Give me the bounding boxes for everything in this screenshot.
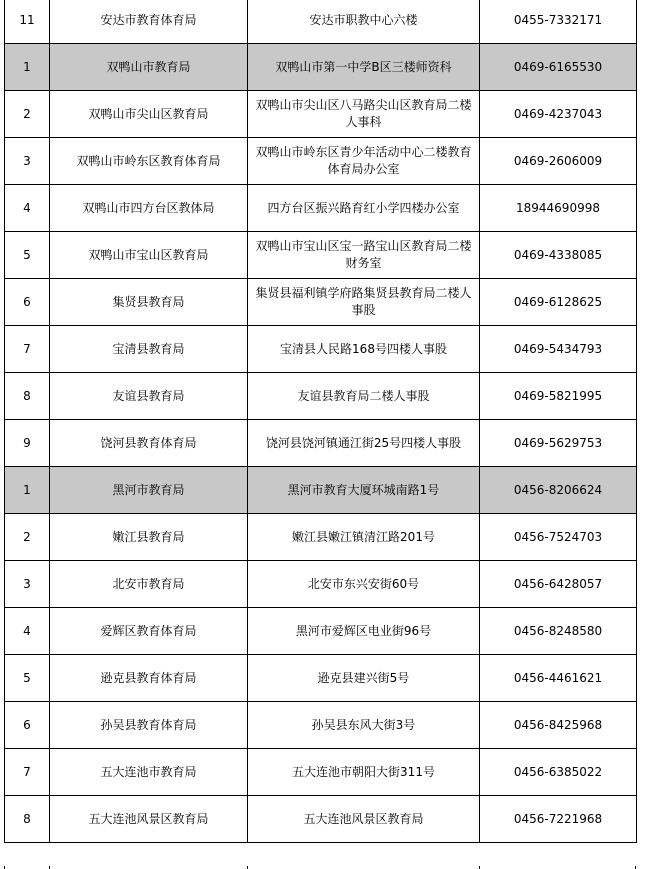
table-row	[5, 561, 637, 608]
cell-index: 7	[5, 749, 50, 796]
cell-address: 孙吴县东风大街3号	[248, 702, 480, 749]
table-row	[5, 279, 637, 326]
table-row	[5, 514, 637, 561]
table-row	[5, 138, 637, 185]
cell-phone: 0469-6165530	[480, 44, 637, 91]
cell-phone: 0455-7332171	[480, 0, 637, 44]
cell-index: 3	[5, 561, 50, 608]
table-row	[5, 91, 637, 138]
table-row	[5, 185, 637, 232]
cell-department: 双鸭山市教育局	[50, 44, 248, 91]
cell-index: 5	[5, 232, 50, 279]
cell-phone: 0469-4237043	[480, 91, 637, 138]
cell-department: 逊克县教育体育局	[50, 655, 248, 702]
table-row	[5, 608, 637, 655]
cell-address: 黑河市爱辉区电业街96号	[248, 608, 480, 655]
cell-phone: 0456-8248580	[480, 608, 637, 655]
table-row	[5, 655, 637, 702]
table-row-section-start	[5, 44, 637, 91]
cell-department: 双鸭山市尖山区教育局	[50, 91, 248, 138]
table-row	[5, 796, 637, 843]
cell-index: 4	[5, 185, 50, 232]
cell-department: 爱辉区教育体育局	[50, 608, 248, 655]
cell-address: 友谊县教育局二楼人事股	[248, 373, 480, 420]
cell-phone: 0456-7524703	[480, 514, 637, 561]
cell-address: 北安市东兴安街60号	[248, 561, 480, 608]
cell-index: 5	[5, 655, 50, 702]
cell-index: 3	[5, 138, 50, 185]
cell-index: 4	[5, 608, 50, 655]
table-row	[5, 326, 637, 373]
cell-phone: 0456-8206624	[480, 467, 637, 514]
cell-phone: 0456-8425968	[480, 702, 637, 749]
cell-department: 饶河县教育体育局	[50, 420, 248, 467]
table-row	[5, 749, 637, 796]
table-row	[5, 420, 637, 467]
table-row	[5, 702, 637, 749]
cell-address: 双鸭山市第一中学B区三楼师资科	[248, 44, 480, 91]
cell-address: 饶河县饶河镇通江街25号四楼人事股	[248, 420, 480, 467]
cell-index: 8	[5, 796, 50, 843]
cell-department: 嫩江县教育局	[50, 514, 248, 561]
cell-index: 2	[5, 91, 50, 138]
cell-department: 双鸭山市宝山区教育局	[50, 232, 248, 279]
cell-phone: 0469-5434793	[480, 326, 637, 373]
cell-index: 6	[5, 702, 50, 749]
cell-address: 双鸭山市尖山区八马路尖山区教育局二楼人事科	[248, 91, 480, 138]
cell-index: 2	[5, 514, 50, 561]
cell-phone: 0456-6428057	[480, 561, 637, 608]
cell-department: 宝清县教育局	[50, 326, 248, 373]
table-row-section-start	[5, 467, 637, 514]
cell-address: 黑河市教育大厦环城南路1号	[248, 467, 480, 514]
cell-phone: 0469-2606009	[480, 138, 637, 185]
cell-address: 双鸭山市岭东区青少年活动中心二楼教育体育局办公室	[248, 138, 480, 185]
cell-index: 6	[5, 279, 50, 326]
cell-department: 友谊县教育局	[50, 373, 248, 420]
contact-table	[4, 0, 637, 843]
cell-address: 逊克县建兴街5号	[248, 655, 480, 702]
cell-address: 五大连池市朝阳大街311号	[248, 749, 480, 796]
cell-department: 五大连池风景区教育局	[50, 796, 248, 843]
cell-phone: 0456-7221968	[480, 796, 637, 843]
cell-department: 孙吴县教育体育局	[50, 702, 248, 749]
cell-address: 双鸭山市宝山区宝一路宝山区教育局二楼财务室	[248, 232, 480, 279]
table-row	[5, 232, 637, 279]
cell-index: 8	[5, 373, 50, 420]
cell-phone: 0456-4461621	[480, 655, 637, 702]
cell-phone: 0469-5629753	[480, 420, 637, 467]
cell-department: 集贤县教育局	[50, 279, 248, 326]
cell-department: 双鸭山市四方台区教体局	[50, 185, 248, 232]
cell-index: 1	[5, 467, 50, 514]
cell-address: 五大连池风景区教育局	[248, 796, 480, 843]
cell-index: 11	[5, 0, 50, 44]
cell-address: 四方台区振兴路育红小学四楼办公室	[248, 185, 480, 232]
cell-address: 嫩江县嫩江镇清江路201号	[248, 514, 480, 561]
cell-department: 五大连池市教育局	[50, 749, 248, 796]
cell-index: 7	[5, 326, 50, 373]
cell-address: 集贤县福利镇学府路集贤县教育局二楼人事股	[248, 279, 480, 326]
cell-department: 安达市教育体育局	[50, 0, 248, 44]
cell-address: 宝清县人民路168号四楼人事股	[248, 326, 480, 373]
table-row	[5, 0, 637, 44]
cell-index: 9	[5, 420, 50, 467]
cell-department: 黑河市教育局	[50, 467, 248, 514]
contact-table-body	[5, 0, 637, 843]
cell-department: 双鸭山市岭东区教育体育局	[50, 138, 248, 185]
cell-phone: 0469-5821995	[480, 373, 637, 420]
cell-phone: 0456-6385022	[480, 749, 637, 796]
cell-phone: 0469-6128625	[480, 279, 637, 326]
cell-phone: 0469-4338085	[480, 232, 637, 279]
cell-address: 安达市职教中心六楼	[248, 0, 480, 44]
table-row	[5, 373, 637, 420]
cell-phone: 18944690998	[480, 185, 637, 232]
cell-index: 1	[5, 44, 50, 91]
cell-department: 北安市教育局	[50, 561, 248, 608]
